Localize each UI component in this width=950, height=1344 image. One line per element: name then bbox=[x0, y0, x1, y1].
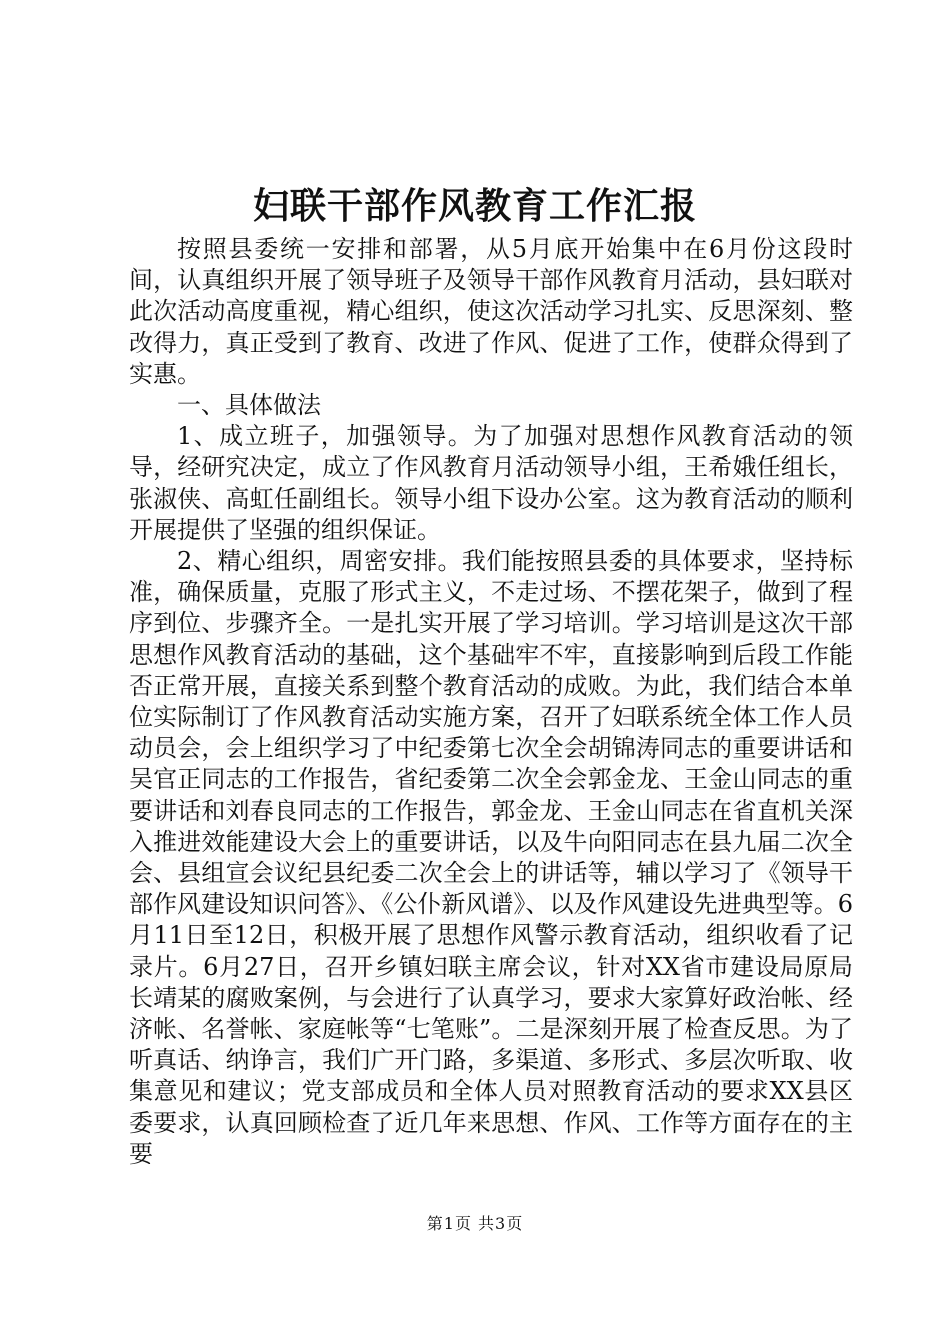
paragraph-item-1: 1、成立班子，加强领导。为了加强对思想作风教育活动的领导，经研究决定，成立了作风教育月活动领导小组，王希娥任组长，张淑侠、高虹任副组长。领导小组下设办公室。这为教育活动的顺利开展提供了坚强的组织保证。 bbox=[129, 422, 853, 544]
page-number-footer: 第1页 共3页 bbox=[426, 1214, 524, 1233]
paragraph-intro: 按照县委统一安排和部署，从5月底开始集中在6月份这段时间，认真组织开展了领导班子及领导干部作风教育月活动，县妇联对此次活动高度重视，精心组织，使这次活动学习扎实、反思深刻、整改得力，真正受到了教育、改进了作风、促进了工作，使群众得到了实惠。 bbox=[129, 235, 853, 388]
document-title: 妇联干部作风教育工作汇报 bbox=[252, 185, 697, 227]
paragraph-item-2: 2、精心组织，周密安排。我们能按照县委的具体要求，坚持标准，确保质量，克服了形式主义，不走过场、不摆花架子，做到了程序到位、步骤齐全。一是扎实开展了学习培训。学习培训是这次干部思想作风教育活动的基础，这个基础牢不牢，直接影响到后段工作能否正常开展，直接关系到整个教育活动的成败。为此，我们结合本单位实际制订了作风教育活动实施方案，召开了妇联系统全体工作人员动员会，会上组织学习了中纪委第七次全会胡锦涛同志的重要讲话和吴官正同志的工作报告，省纪委第二次全会郭金龙、王金山同志的重要讲话和刘春良同志的工作报告，郭金龙、王金山同志在省直机关深入推进效能建设大会上的重要讲话，以及牛向阳同志在县九届二次全会、县组宣会议纪县纪委二次全会上的讲话等，辅以学习了《领导干部作风建设知识问答》、《公仆新风谱》、以及作风建设先进典型等。6月11日至12日，积极开展了思想作风警示教育活动，组织收看了记录片。6月27日，召开乡镇妇联主席会议，针对XX省市建设局原局长靖某的腐败案例，与会进行了认真学习，要求大家算好政治帐、经济帐、名誉帐、家庭帐等“七笔账”。二是深刻开展了检查反思。为了听真话、纳诤言，我们广开门路，多渠道、多形式、多层次听取、收集意见和建议；党支部成员和全体人员对照教育活动的要求XX县区委要求，认真回顾检查了近几年来思想、作风、工作等方面存在的主要 bbox=[129, 547, 853, 1168]
section-heading: 一、具体做法 bbox=[177, 391, 321, 420]
document-body bbox=[129, 234, 853, 1170]
